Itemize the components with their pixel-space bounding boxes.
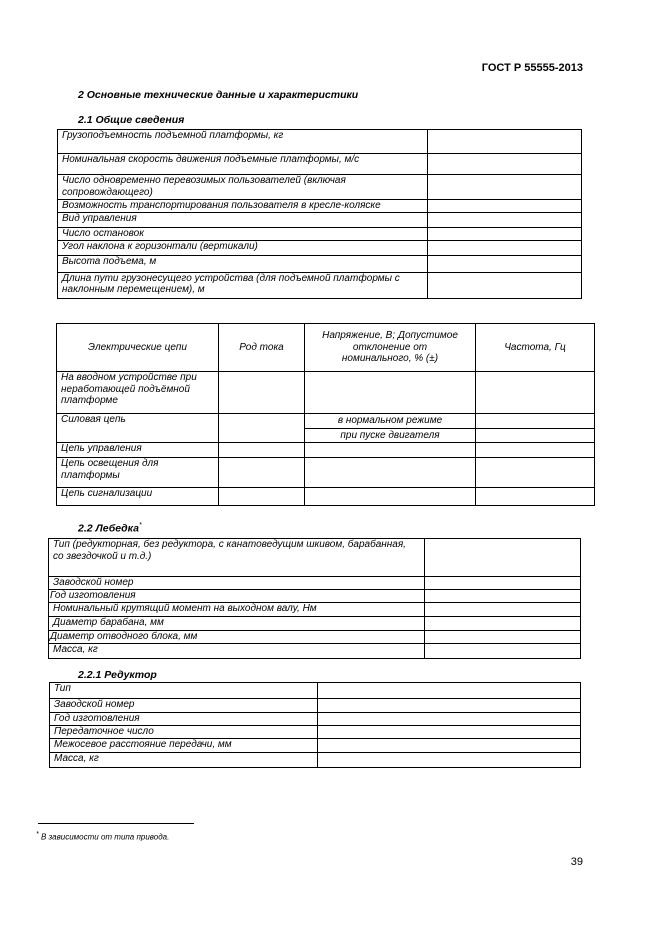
footnote-text: В зависимости от типа привода. bbox=[40, 832, 170, 842]
electric-circuits-table bbox=[56, 323, 595, 506]
reducer-table bbox=[49, 682, 581, 768]
winch-row-label: Заводской номер bbox=[49, 577, 425, 590]
value-cell bbox=[305, 372, 476, 414]
footnote-mark: * bbox=[36, 831, 39, 838]
winch-table bbox=[48, 538, 581, 659]
value-cell bbox=[219, 443, 305, 458]
value-cell bbox=[318, 699, 581, 713]
winch-row-label: Год изготовления bbox=[49, 590, 425, 603]
value-cell bbox=[305, 458, 476, 488]
value-cell bbox=[425, 644, 581, 659]
circuit-label: Цепь управления bbox=[57, 443, 219, 458]
value-cell bbox=[476, 414, 595, 429]
general-row-label: Угол наклона к горизонтали (вертикали) bbox=[58, 240, 428, 255]
circuit-label: Цепь освещения для платформы bbox=[57, 458, 219, 488]
value-cell bbox=[425, 590, 581, 603]
value-cell bbox=[428, 130, 582, 154]
winch-row-label: Номинальный крутящий момент на выходном валу, Нм bbox=[49, 603, 425, 617]
mode-start: при пуске двигателя bbox=[305, 429, 476, 443]
page-number: 39 bbox=[570, 856, 583, 868]
header-frequency: Частота, Гц bbox=[476, 324, 595, 372]
reducer-row-label: Год изготовления bbox=[50, 713, 318, 726]
circuit-label: Силовая цепь bbox=[57, 414, 219, 443]
general-info-table bbox=[57, 129, 582, 299]
value-cell bbox=[425, 603, 581, 617]
winch-row-label: Диаметр барабана, мм bbox=[49, 617, 425, 631]
standard-code: ГОСТ Р 55555-2013 bbox=[481, 62, 583, 74]
general-row-label: Длина пути грузонесущего устройства (для подъемной платформы с наклонным перемещением), м bbox=[58, 272, 428, 298]
value-cell bbox=[428, 213, 582, 228]
footnote bbox=[36, 831, 169, 842]
value-cell bbox=[425, 631, 581, 644]
value-cell bbox=[219, 372, 305, 414]
general-row-label: Высота подъема, м bbox=[58, 255, 428, 272]
reducer-row-label: Тип bbox=[50, 683, 318, 699]
value-cell bbox=[219, 488, 305, 506]
reducer-row-label: Масса, кг bbox=[50, 753, 318, 768]
winch-row-label: Масса, кг bbox=[49, 644, 425, 659]
section-2-2-1-title: 2.2.1 Редуктор bbox=[78, 669, 157, 681]
value-cell bbox=[425, 617, 581, 631]
reducer-row-label: Межосевое расстояние передачи, мм bbox=[50, 739, 318, 753]
value-cell bbox=[425, 539, 581, 577]
value-cell bbox=[318, 726, 581, 739]
section-2-2-title bbox=[78, 522, 142, 535]
value-cell bbox=[428, 200, 582, 213]
value-cell bbox=[476, 372, 595, 414]
section-2-2-title-text: 2.2 Лебедка bbox=[78, 522, 139, 535]
winch-row-label: Диаметр отводного блока, мм bbox=[49, 631, 425, 644]
value-cell bbox=[425, 577, 581, 590]
value-cell bbox=[318, 683, 581, 699]
general-row-label: Возможность транспортирования пользователя в кресле-коляске bbox=[58, 200, 428, 213]
general-row-label: Число остановок bbox=[58, 228, 428, 241]
value-cell bbox=[476, 458, 595, 488]
value-cell bbox=[318, 713, 581, 726]
value-cell bbox=[318, 739, 581, 753]
header-current-type: Род тока bbox=[219, 324, 305, 372]
value-cell bbox=[428, 255, 582, 272]
circuit-label: Цепь сигнализации bbox=[57, 488, 219, 506]
mode-normal: в нормальном режиме bbox=[305, 414, 476, 429]
general-row-label: Номинальная скорость движения подъемные платформы, м/с bbox=[58, 154, 428, 175]
reducer-row-label: Заводской номер bbox=[50, 699, 318, 713]
general-row-label: Число одновременно перевозимых пользователей (включая сопровождающего) bbox=[58, 175, 428, 200]
general-row-label: Грузоподъемность подъемной платформы, кг bbox=[58, 130, 428, 154]
header-voltage: Напряжение, В; Допустимое отклонение от номинального, % (±) bbox=[305, 324, 476, 372]
winch-row-label: Тип (редукторная, без редуктора, с канатоведущим шкивом, барабанная, со звездочкой и т.д.) bbox=[49, 539, 425, 577]
value-cell bbox=[476, 488, 595, 506]
value-cell bbox=[428, 272, 582, 298]
value-cell bbox=[219, 458, 305, 488]
circuit-label: На вводном устройстве при неработающей подъёмной платформе bbox=[57, 372, 219, 414]
value-cell bbox=[476, 443, 595, 458]
general-row-label: Вид управления bbox=[58, 213, 428, 228]
value-cell bbox=[305, 443, 476, 458]
reducer-row-label: Передаточное число bbox=[50, 726, 318, 739]
value-cell bbox=[428, 240, 582, 255]
section-2-title: 2 Основные технические данные и характеристики bbox=[78, 89, 359, 101]
section-2-1-title: 2.1 Общие сведения bbox=[78, 114, 185, 126]
value-cell bbox=[476, 429, 595, 443]
value-cell bbox=[428, 175, 582, 200]
value-cell bbox=[318, 753, 581, 768]
value-cell bbox=[428, 154, 582, 175]
value-cell bbox=[219, 414, 305, 443]
header-circuits: Электрические цепи bbox=[57, 324, 219, 372]
value-cell bbox=[305, 488, 476, 506]
value-cell bbox=[428, 228, 582, 241]
footnote-mark: * bbox=[138, 522, 142, 529]
footnote-divider bbox=[38, 823, 194, 824]
